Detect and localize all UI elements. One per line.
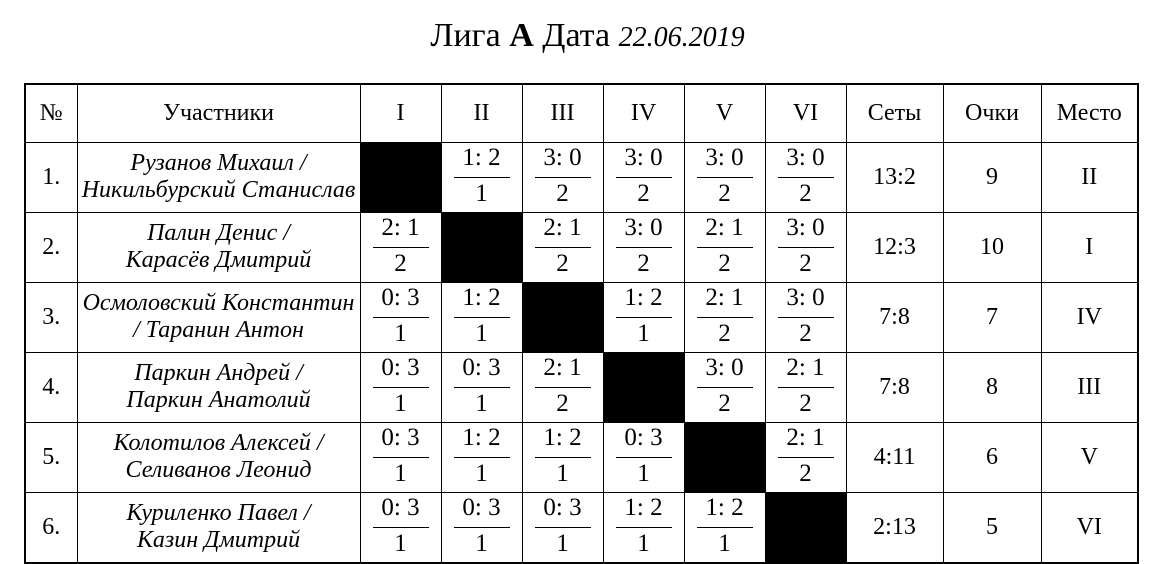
match-score-cell <box>522 352 603 422</box>
header-points: Очки <box>943 84 1041 142</box>
match-points: 2 <box>556 179 569 207</box>
match-points: 2 <box>799 459 812 487</box>
place-value: V <box>1041 422 1138 492</box>
match-points: 1 <box>394 389 407 417</box>
match-points: 2 <box>637 249 650 277</box>
match-score-cell <box>765 422 846 492</box>
match-score-cell <box>684 282 765 352</box>
match-score-cell <box>603 142 684 212</box>
row-number: 4. <box>25 352 77 422</box>
points-total: 7 <box>943 282 1041 352</box>
participant-line-2: Карасёв Дмитрий <box>125 247 312 273</box>
match-score-cell <box>684 142 765 212</box>
score-fraction <box>776 283 836 345</box>
match-points: 1 <box>637 459 650 487</box>
match-points: 2 <box>718 249 731 277</box>
participants-cell <box>77 212 360 282</box>
row-number: 1. <box>25 142 77 212</box>
participant-line-2: Селиванов Леонид <box>125 457 312 483</box>
match-score-cell <box>522 422 603 492</box>
match-points: 1 <box>718 529 731 557</box>
self-match-cell <box>522 282 603 352</box>
match-sets-score: 2: 1 <box>705 213 744 241</box>
fraction-bar <box>454 387 510 388</box>
header-col-4: IV <box>603 84 684 142</box>
match-score-cell <box>360 492 441 563</box>
match-sets-score: 1: 2 <box>624 493 663 521</box>
sets-total: 7:8 <box>846 352 943 422</box>
match-score-cell <box>603 492 684 563</box>
results-table <box>24 83 1139 564</box>
match-score-cell <box>522 212 603 282</box>
match-sets-score: 2: 1 <box>381 213 420 241</box>
fraction-bar <box>697 177 753 178</box>
score-fraction <box>533 493 593 555</box>
fraction-bar <box>535 177 591 178</box>
match-score-cell <box>441 492 522 563</box>
fraction-bar <box>454 317 510 318</box>
match-sets-score: 3: 0 <box>786 283 825 311</box>
match-sets-score: 2: 1 <box>786 353 825 381</box>
score-fraction <box>776 423 836 485</box>
fraction-bar <box>454 457 510 458</box>
match-points: 1 <box>394 529 407 557</box>
header-participants: Участники <box>77 84 360 142</box>
place-value: II <box>1041 142 1138 212</box>
match-points: 2 <box>637 179 650 207</box>
participant-line-1: Осмоловский Константин <box>82 290 355 316</box>
match-sets-score: 0: 3 <box>624 423 663 451</box>
title-date: 22.06.2019 <box>618 22 745 53</box>
header-col-2: II <box>441 84 522 142</box>
participants-cell <box>77 492 360 563</box>
score-fraction <box>776 143 836 205</box>
score-fraction <box>776 353 836 415</box>
match-points: 1 <box>637 319 650 347</box>
fraction-bar <box>616 457 672 458</box>
match-score-cell <box>684 492 765 563</box>
match-points: 2 <box>718 389 731 417</box>
participant-line-1: Палин Денис / <box>147 220 290 246</box>
match-score-cell <box>522 142 603 212</box>
match-points: 2 <box>799 389 812 417</box>
fraction-bar <box>454 177 510 178</box>
place-value: III <box>1041 352 1138 422</box>
match-sets-score: 2: 1 <box>543 213 582 241</box>
fraction-bar <box>535 247 591 248</box>
fraction-bar <box>535 457 591 458</box>
header-place: Место <box>1041 84 1138 142</box>
score-fraction <box>695 353 755 415</box>
self-match-cell <box>360 142 441 212</box>
match-sets-score: 1: 2 <box>462 283 501 311</box>
fraction-bar <box>373 387 429 388</box>
match-score-cell <box>603 212 684 282</box>
match-sets-score: 3: 0 <box>705 353 744 381</box>
match-score-cell <box>441 142 522 212</box>
fraction-bar <box>697 317 753 318</box>
score-fraction <box>695 493 755 555</box>
match-sets-score: 1: 2 <box>624 283 663 311</box>
table-row <box>25 282 1138 352</box>
score-fraction <box>452 493 512 555</box>
sets-total: 4:11 <box>846 422 943 492</box>
match-sets-score: 0: 3 <box>381 493 420 521</box>
match-points: 2 <box>718 319 731 347</box>
match-sets-score: 3: 0 <box>705 143 744 171</box>
score-fraction <box>371 353 431 415</box>
title-league-letter: А <box>509 17 534 54</box>
points-total: 8 <box>943 352 1041 422</box>
match-sets-score: 0: 3 <box>462 353 501 381</box>
match-points: 1 <box>394 319 407 347</box>
match-sets-score: 3: 0 <box>786 143 825 171</box>
row-number: 2. <box>25 212 77 282</box>
match-score-cell <box>765 282 846 352</box>
participant-line-2: Казин Дмитрий <box>136 527 301 553</box>
match-score-cell <box>603 282 684 352</box>
fraction-bar <box>778 387 834 388</box>
fraction-bar <box>778 177 834 178</box>
participant-line-1: Рузанов Михаил / <box>130 150 307 176</box>
match-score-cell <box>360 282 441 352</box>
match-sets-score: 2: 1 <box>543 353 582 381</box>
match-points: 1 <box>475 459 488 487</box>
match-sets-score: 0: 3 <box>381 353 420 381</box>
table-body <box>25 142 1138 563</box>
score-fraction <box>452 283 512 345</box>
fraction-bar <box>535 387 591 388</box>
points-total: 10 <box>943 212 1041 282</box>
match-score-cell <box>360 352 441 422</box>
self-match-cell <box>765 492 846 563</box>
match-score-cell <box>522 492 603 563</box>
match-sets-score: 3: 0 <box>624 213 663 241</box>
match-sets-score: 1: 2 <box>462 423 501 451</box>
fraction-bar <box>778 247 834 248</box>
sets-total: 12:3 <box>846 212 943 282</box>
fraction-bar <box>616 527 672 528</box>
participants-cell <box>77 422 360 492</box>
score-fraction <box>614 283 674 345</box>
match-score-cell <box>603 422 684 492</box>
fraction-bar <box>616 317 672 318</box>
score-fraction <box>371 213 431 275</box>
match-sets-score: 3: 0 <box>786 213 825 241</box>
place-value: VI <box>1041 492 1138 563</box>
match-points: 2 <box>799 249 812 277</box>
header-number: № <box>25 84 77 142</box>
score-fraction <box>533 353 593 415</box>
fraction-bar <box>697 527 753 528</box>
points-total: 6 <box>943 422 1041 492</box>
fraction-bar <box>373 247 429 248</box>
row-number: 5. <box>25 422 77 492</box>
score-fraction <box>614 493 674 555</box>
match-sets-score: 2: 1 <box>705 283 744 311</box>
participants-cell <box>77 142 360 212</box>
title-league: Лига <box>430 17 501 54</box>
match-score-cell <box>441 282 522 352</box>
table-row <box>25 492 1138 563</box>
fraction-bar <box>454 527 510 528</box>
match-points: 2 <box>718 179 731 207</box>
match-points: 1 <box>475 179 488 207</box>
fraction-bar <box>373 527 429 528</box>
match-sets-score: 1: 2 <box>705 493 744 521</box>
fraction-bar <box>778 317 834 318</box>
score-fraction <box>695 283 755 345</box>
header-col-5: V <box>684 84 765 142</box>
score-fraction <box>371 283 431 345</box>
participant-line-2: / Таранин Антон <box>133 317 304 343</box>
match-sets-score: 3: 0 <box>624 143 663 171</box>
title-date-label: Дата <box>542 17 611 54</box>
table-row <box>25 422 1138 492</box>
match-points: 2 <box>799 179 812 207</box>
match-points: 1 <box>475 319 488 347</box>
row-number: 3. <box>25 282 77 352</box>
score-fraction <box>452 353 512 415</box>
score-fraction <box>452 423 512 485</box>
participant-line-1: Паркин Андрей / <box>134 360 303 386</box>
score-fraction <box>695 143 755 205</box>
fraction-bar <box>616 177 672 178</box>
score-fraction <box>533 423 593 485</box>
participant-line-1: Куриленко Павел / <box>126 500 311 526</box>
score-fraction <box>614 423 674 485</box>
match-sets-score: 0: 3 <box>381 283 420 311</box>
match-points: 1 <box>556 459 569 487</box>
table-header-row <box>25 84 1138 142</box>
match-score-cell <box>765 352 846 422</box>
score-fraction <box>695 213 755 275</box>
score-fraction <box>614 213 674 275</box>
self-match-cell <box>684 422 765 492</box>
match-points: 1 <box>475 529 488 557</box>
match-score-cell <box>360 422 441 492</box>
header-col-6: VI <box>765 84 846 142</box>
score-fraction <box>452 143 512 205</box>
fraction-bar <box>616 247 672 248</box>
match-score-cell <box>765 212 846 282</box>
match-score-cell <box>684 352 765 422</box>
header-col-1: I <box>360 84 441 142</box>
match-score-cell <box>441 352 522 422</box>
place-value: IV <box>1041 282 1138 352</box>
fraction-bar <box>373 457 429 458</box>
score-fraction <box>614 143 674 205</box>
match-sets-score: 1: 2 <box>462 143 501 171</box>
match-score-cell <box>360 212 441 282</box>
match-sets-score: 0: 3 <box>462 493 501 521</box>
row-number: 6. <box>25 492 77 563</box>
match-sets-score: 1: 2 <box>543 423 582 451</box>
fraction-bar <box>535 527 591 528</box>
match-points: 2 <box>556 389 569 417</box>
match-points: 2 <box>394 249 407 277</box>
match-points: 1 <box>556 529 569 557</box>
points-total: 5 <box>943 492 1041 563</box>
match-sets-score: 0: 3 <box>381 423 420 451</box>
participants-cell <box>77 352 360 422</box>
score-fraction <box>776 213 836 275</box>
header-col-3: III <box>522 84 603 142</box>
score-fraction <box>533 213 593 275</box>
match-sets-score: 0: 3 <box>543 493 582 521</box>
self-match-cell <box>603 352 684 422</box>
sets-total: 7:8 <box>846 282 943 352</box>
participant-line-2: Никильбурский Станислав <box>81 177 356 203</box>
score-fraction <box>371 493 431 555</box>
score-fraction <box>371 423 431 485</box>
fraction-bar <box>697 247 753 248</box>
match-points: 2 <box>556 249 569 277</box>
fraction-bar <box>697 387 753 388</box>
fraction-bar <box>373 317 429 318</box>
points-total: 9 <box>943 142 1041 212</box>
participants-cell <box>77 282 360 352</box>
match-points: 1 <box>475 389 488 417</box>
match-score-cell <box>765 142 846 212</box>
participant-line-1: Колотилов Алексей / <box>113 430 324 456</box>
match-points: 2 <box>799 319 812 347</box>
match-sets-score: 2: 1 <box>786 423 825 451</box>
table-row <box>25 352 1138 422</box>
participant-line-2: Паркин Анатолий <box>126 387 311 413</box>
page-title <box>0 14 1175 60</box>
match-points: 1 <box>637 529 650 557</box>
score-fraction <box>533 143 593 205</box>
self-match-cell <box>441 212 522 282</box>
match-sets-score: 3: 0 <box>543 143 582 171</box>
place-value: I <box>1041 212 1138 282</box>
table-row <box>25 212 1138 282</box>
table-row <box>25 142 1138 212</box>
match-points: 1 <box>394 459 407 487</box>
match-score-cell <box>441 422 522 492</box>
sets-total: 13:2 <box>846 142 943 212</box>
match-score-cell <box>684 212 765 282</box>
sets-total: 2:13 <box>846 492 943 563</box>
fraction-bar <box>778 457 834 458</box>
header-sets: Сеты <box>846 84 943 142</box>
